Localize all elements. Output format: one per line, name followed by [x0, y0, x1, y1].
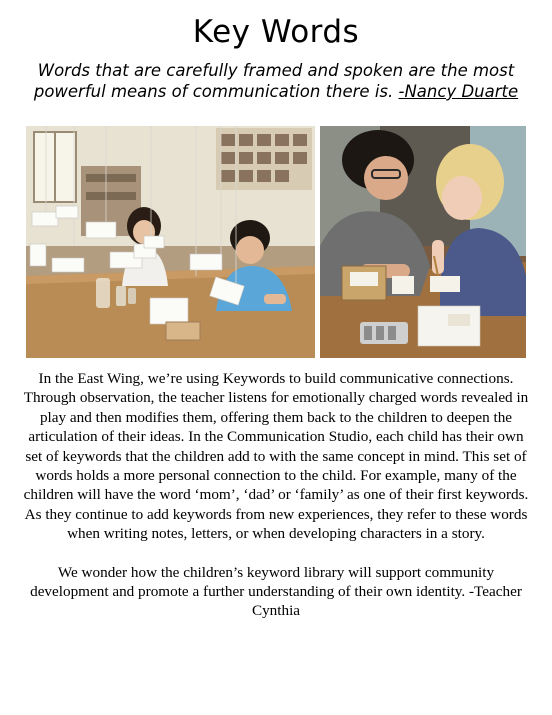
teacher-and-child-writing-keywords-photo: [320, 126, 526, 358]
body-paragraph: In the East Wing, we’re using Keywords to build communicative connections. Through observation, the teacher listens for emotionally charged words revealed in play and then modifies them, offering them back to the children to deepen the articulation of their ideas. In the Communication Studio, each child has their own set of keywords that the children add to with the same concept in mind. This set of words holds a more personal connection to the child. For example, many of the children will have the word ‘mom’, ‘dad’ or ‘family’ as one of their first keywords. As they continue to add keywords from new experiences, they refer to these words when writing notes, letters, or when developing characters in a story.: [23, 370, 529, 543]
quote-text: Words that are carefully framed and spoken are the most powerful means of communication there is.: [33, 61, 515, 101]
page-title: Key Words: [192, 14, 360, 50]
children-at-keyword-mobile-table-photo: [26, 126, 315, 358]
article-body: [20, 369, 532, 621]
quote: [20, 60, 532, 102]
closing-paragraph: We wonder how the children’s keyword library will support community development and promote a further understanding of their own identity. -Teacher Cynthia: [30, 563, 522, 620]
quote-author: -Nancy Duarte: [398, 82, 519, 101]
